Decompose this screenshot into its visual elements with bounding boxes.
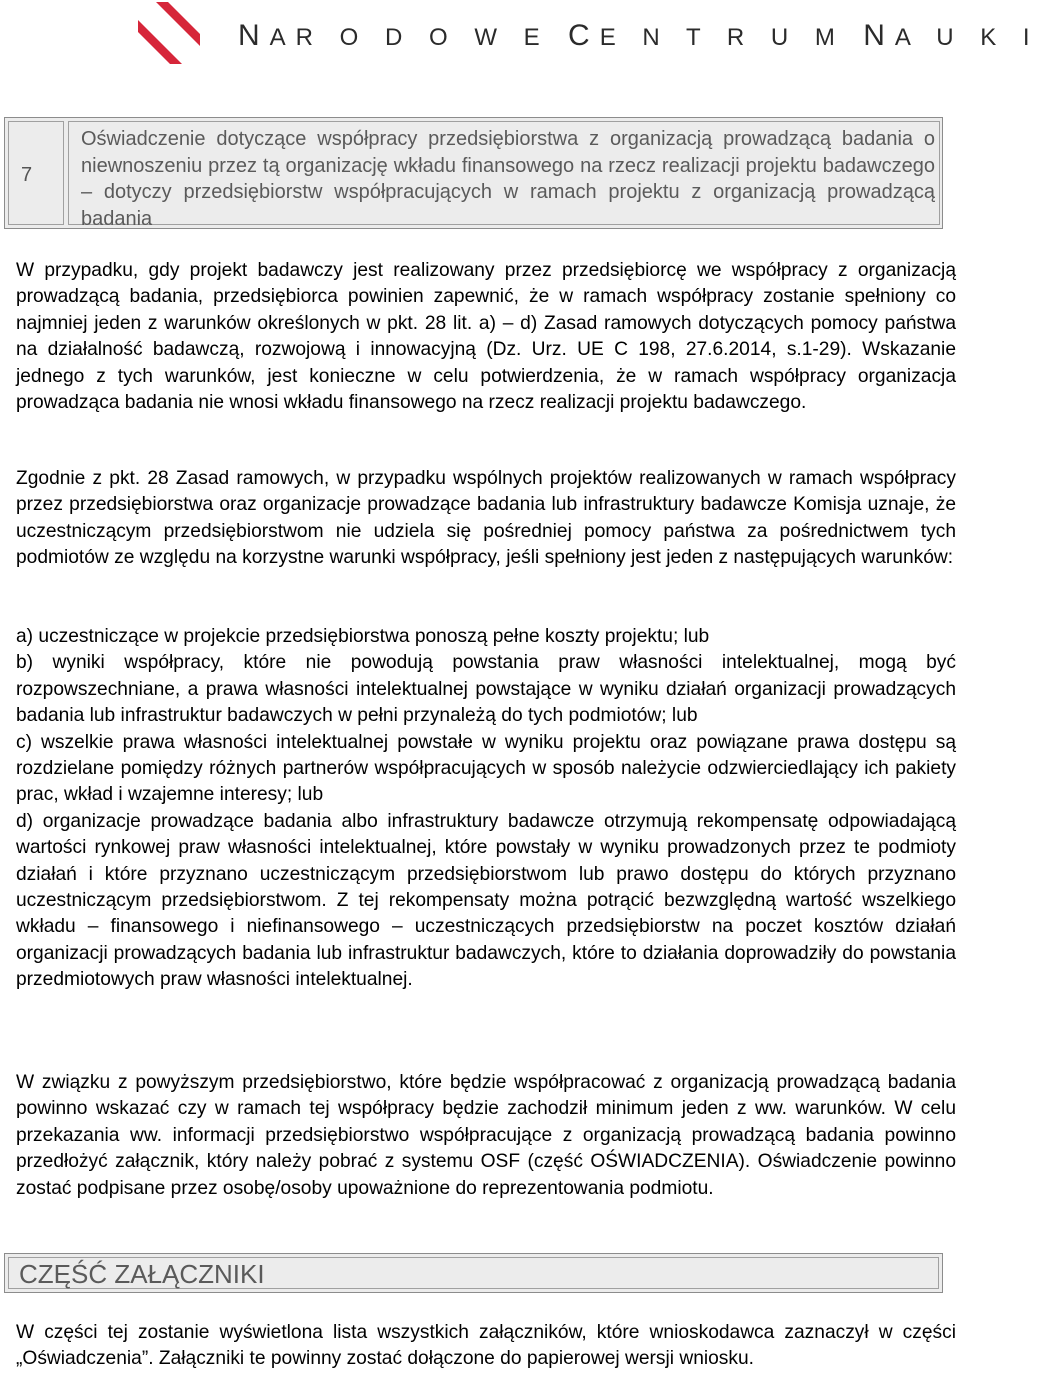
page-header	[0, 0, 1040, 80]
section-header-table	[4, 117, 943, 229]
part-header-cell	[8, 1257, 939, 1289]
conditions-list	[16, 624, 956, 994]
brand-name: NAR O D O W E CE N T R U M NA U K I	[238, 19, 1040, 52]
paragraph-intro: W przypadku, gdy projekt badawczy jest realizowany przez przedsiębiorcę we współpracy z organizacją prowadzącą badania, przedsiębiorca powinien zapewnić, że w ramach współpracy zostanie spełniony co najmniej jeden z warunków określonych w pkt. 28 lit. a) – d) Zasad ramowych dotyczących pomocy państwa na działalność badawczą, rozwojową i innowacyjną (Dz. Urz. UE C 198, 27.6.2014, s.1-29). Wskazanie jednego z tych warunków, jest konieczne w celu potwierdzenia, że w ramach współpracy organizacja prowadząca badania nie wnosi wkładu finansowego na rzecz realizacji projektu badawczego.	[16, 260, 956, 414]
paragraph-summary: W związku z powyższym przedsiębiorstwo, które będzie współpracować z organizacją prowadzącą badania powinno wskazać czy w ramach tej współpracy będzie zachodził minimum jeden z ww. warunków. W celu przekazania ww. informacji przedsiębiorstwo współpracujące z organizacją prowadzącą badania powinno przedłożyć załącznik, który należy pobrać z systemu OSF (część OŚWIADCZENIA). Oświadczenie powinno zostać podpisane przez osobę/osoby upoważnione do reprezentowania podmiotu.	[16, 1072, 956, 1199]
section-title: Oświadczenie dotyczące współpracy przedsiębiorstwa z organizacją prowadzącą badania o niewnoszeniu przez tą organizację wkładu finansowego na rzecz realizacji projektu badawczego – dotyczy przedsiębiorstw współpracujących w ramach projektu z organizacją prowadzącą badania	[81, 128, 935, 230]
paragraph-attachments: W części tej zostanie wyświetlona lista wszystkich załączników, które wnioskodawca zaznaczył w części „Oświadczenia”. Załączniki te powinny zostać dołączone do papierowej wersji wniosku.	[16, 1322, 956, 1370]
paragraph-conditions-intro: Zgodnie z pkt. 28 Zasad ramowych, w przypadku wspólnych projektów realizowanych w ramach współpracy przez przedsiębiorstwa oraz organizacje prowadzące badania lub infrastruktury badawcze Komisja uznaje, że uczestniczącym przedsiębiorstwom nie udziela się pośredniej pomocy państwa za pośrednictwem tych podmiotów ze względu na korzystne warunki współpracy, jeśli spełniony jest jeden z następujących warunków:	[16, 468, 956, 569]
list-item-b: b) wyniki współpracy, które nie powodują powstania praw własności intelektualnej, mogą być rozpowszechniane, a prawa własności intelektualnej powstające w wyniku działań organizacji prowadzących badania lub infrastruktur badawczych w pełni przynależą do tych podmiotów; lub	[16, 652, 956, 727]
section-number-cell	[8, 121, 64, 225]
list-item-a: a) uczestniczące w projekcie przedsiębiorstwa ponoszą pełne koszty projektu; lub	[16, 626, 710, 647]
list-item-d: d) organizacje prowadzące badania albo infrastruktury badawcze otrzymują rekompensatę odpowiadającą wartości rynkowej praw własności intelektualnej, które powstały w wyniku prowadzonych przez te podmioty działań i które przyznano uczestniczącym przedsiębiorstwom lub prawo dostępu do których przyznano uczestniczącym przedsiębiorstwom. Z tej rekompensaty można potrącić bezwzględną wartość wszelkiego wkładu – finansowego i niefinansowego – uczestniczących przedsiębiorstw na poczet kosztów działań organizacji prowadzących badania lub infrastruktur badawczych, które to działania doprowadziły do powstania przedmiotowych praw własności intelektualnej.	[16, 810, 956, 991]
section-title-cell	[68, 121, 940, 230]
part-header-table	[4, 1253, 943, 1293]
list-item-c: c) wszelkie prawa własności intelektualnej powstałe w wyniku projektu oraz powiązane prawa dostępu są rozdzielane pomiędzy różnych partnerów współpracujących w sposób należycie odzwierciedlający ich pakiety prac, wkład i wzajemne interesy; lub	[16, 731, 956, 806]
part-title: CZĘŚĆ ZAŁĄCZNIKI	[19, 1259, 265, 1289]
section-number: 7	[21, 164, 33, 186]
ncn-logo-icon	[138, 2, 200, 64]
